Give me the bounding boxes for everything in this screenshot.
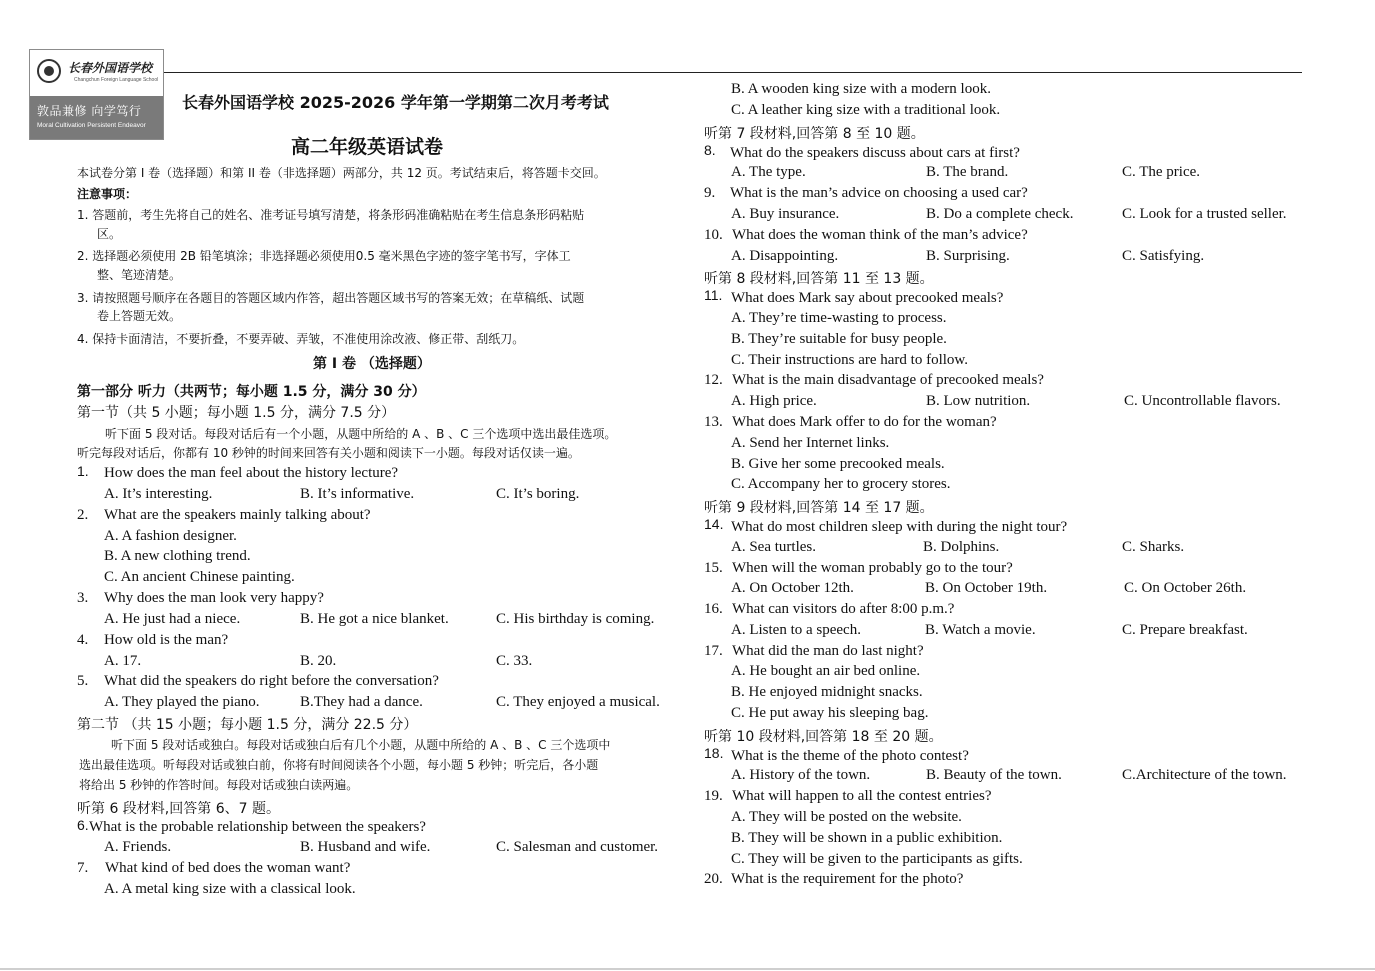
option-b: B. On October 19th. — [925, 580, 1048, 596]
option-c: C. Satisfying. — [1122, 248, 1205, 264]
option-a: A. They played the piano. — [104, 694, 260, 710]
question-number: 8. — [704, 142, 716, 158]
option-c: C. They enjoyed a musical. — [496, 694, 660, 710]
option-b: B. A wooden king size with a modern look. — [731, 81, 991, 97]
option-b: B. The brand. — [926, 164, 1009, 180]
question-number: 17. — [704, 643, 723, 659]
question-number: 4. — [77, 632, 89, 648]
question-number: 2. — [77, 507, 89, 523]
question-number: 18. — [704, 745, 724, 761]
notice-title: 注意事项： — [77, 187, 138, 201]
question-number: 7. — [77, 860, 89, 876]
question-18: What is the theme of the photo contest? — [731, 748, 969, 764]
question-number: 16. — [704, 601, 723, 617]
question-2: What are the speakers mainly talking about? — [104, 507, 371, 523]
option-b: B. They will be shown in a public exhibition. — [731, 830, 1003, 846]
option-a: A. History of the town. — [731, 767, 871, 783]
option-c: C. An ancient Chinese painting. — [104, 569, 295, 585]
notice-3b: 卷上答题无效。 — [97, 309, 182, 323]
option-a: A. On October 12th. — [731, 580, 854, 596]
question-number: 15. — [704, 560, 723, 576]
option-a: A. They will be posted on the website. — [731, 809, 962, 825]
option-b: B. Husband and wife. — [300, 839, 431, 855]
option-b: B. 20. — [300, 653, 337, 669]
question-15: When will the woman probably go to the tour? — [732, 560, 1013, 576]
logo-motto: 敦品兼修 向学笃行 — [37, 104, 142, 118]
question-3: Why does the man look very happy? — [104, 590, 324, 606]
part-1-heading: 第一部分 听力（共两节；每小题 1.5 分，满分 30 分） — [77, 384, 426, 400]
section-2-instruction-c: 将给出 5 秒钟的作答时间。每段对话或独白读两遍。 — [79, 778, 359, 792]
page-bottom-edge — [0, 968, 1375, 970]
option-b: B. Do a complete check. — [926, 206, 1074, 222]
notice-2b: 整、笔迹清楚。 — [97, 268, 182, 282]
section-2-instruction-b: 选出最佳选项。听每段对话或独白前，你将有时间阅读各个小题，每小题 5 秒钟；听完后，各小题 — [79, 758, 599, 772]
option-c: C. Look for a trusted seller. — [1122, 206, 1287, 222]
option-c: C. Uncontrollable flavors. — [1124, 393, 1281, 409]
option-a: A. Disappointing. — [731, 248, 839, 264]
option-b: B. They’re suitable for busy people. — [731, 331, 947, 347]
question-number: 12. — [704, 372, 723, 388]
option-c: C. The price. — [1122, 164, 1201, 180]
option-c: C. It’s boring. — [496, 486, 580, 502]
header-rule — [164, 72, 1302, 73]
option-b: B. Low nutrition. — [926, 393, 1031, 409]
exam-title: 长春外国语学校 2025-2026 学年第一学期第二次月考考试 — [182, 93, 609, 112]
school-logo — [29, 49, 164, 140]
question-16: What can visitors do after 8:00 p.m.? — [732, 601, 955, 617]
option-a: A. High price. — [731, 393, 817, 409]
logo-motto-en: Moral Cultivation Persistent Endeavor — [37, 122, 146, 129]
question-5: What did the speakers do right before the conversation? — [104, 673, 439, 689]
section-2-heading: 第二节 （共 15 小题；每小题 1.5 分，满分 22.5 分） — [77, 717, 418, 733]
option-b: B. He got a nice blanket. — [300, 611, 449, 627]
option-c: C. His birthday is coming. — [496, 611, 655, 627]
question-4: How old is the man? — [104, 632, 229, 648]
question-7: What kind of bed does the woman want? — [105, 860, 351, 876]
option-b: B. Dolphins. — [923, 539, 1000, 555]
question-12: What is the main disadvantage of precooked meals? — [732, 372, 1044, 388]
material-6-heading: 听第 6 段材料,回答第 6、7 题。 — [77, 801, 280, 817]
option-c: C. 33. — [496, 653, 533, 669]
option-b: B.They had a dance. — [300, 694, 423, 710]
option-c: C. Salesman and customer. — [496, 839, 659, 855]
option-b: B. Beauty of the town. — [926, 767, 1062, 783]
option-c: C. On October 26th. — [1124, 580, 1247, 596]
option-a: A. He just had a niece. — [104, 611, 241, 627]
question-20: What is the requirement for the photo? — [731, 871, 964, 887]
option-a: A. He bought an air bed online. — [731, 663, 921, 679]
notice-4: 4. 保持卡面清洁，不要折叠，不要弄破、弄皱，不准使用涂改液、修正带、刮纸刀。 — [77, 332, 525, 346]
option-b: B. Give her some precooked meals. — [731, 456, 945, 472]
question-1: How does the man feel about the history lecture? — [104, 465, 399, 481]
section-1-heading: 第一节（共 5 小题；每小题 1.5 分，满分 7.5 分） — [77, 405, 396, 421]
question-number: 11. — [704, 287, 723, 303]
option-a: A. Listen to a speech. — [731, 622, 861, 638]
option-a: A. Sea turtles. — [731, 539, 816, 555]
option-a: A. Buy insurance. — [731, 206, 840, 222]
option-c: C. A leather king size with a traditional look. — [731, 102, 1001, 118]
material-10-heading: 听第 10 段材料,回答第 18 至 20 题。 — [704, 729, 943, 745]
option-c: C. Accompany her to grocery stores. — [731, 476, 951, 492]
section-1-instruction-a: 听下面 5 段对话。每段对话后有一个小题，从题中所给的 A 、B 、C 三个选项中选出最佳选项。 — [105, 427, 617, 441]
option-c: C. Sharks. — [1122, 539, 1185, 555]
question-number: 13. — [704, 414, 723, 430]
section-1-instruction-b: 听完每段对话后，你都有 10 秒钟的时间来回答有关小题和阅读下一小题。每段对话仅读一遍。 — [77, 446, 580, 460]
notice-2a: 2. 选择题必须使用 2B 铅笔填涂；非选择题必须使用0.5 毫米黑色字迹的签字笔书写，字体工 — [77, 249, 571, 263]
question-9: What is the man’s advice on choosing a used car? — [730, 185, 1028, 201]
question-number: 10. — [704, 227, 723, 243]
notice-3a: 3. 请按照题号顺序在各题目的答题区域内作答，超出答题区域书写的答案无效；在草稿纸、试题 — [77, 291, 585, 305]
logo-school-name-en: Changchun Foreign Language School — [74, 77, 159, 83]
material-8-heading: 听第 8 段材料,回答第 11 至 13 题。 — [704, 271, 934, 287]
option-c: C.Architecture of the town. — [1122, 767, 1287, 783]
question-number: 14. — [704, 516, 724, 532]
option-a: A. 17. — [104, 653, 142, 669]
option-c: C. Their instructions are hard to follow. — [731, 352, 969, 368]
material-7-heading: 听第 7 段材料,回答第 8 至 10 题。 — [704, 126, 925, 142]
option-b: B. It’s informative. — [300, 486, 415, 502]
option-a: A. A metal king size with a classical look. — [104, 881, 356, 897]
material-9-heading: 听第 9 段材料,回答第 14 至 17 题。 — [704, 500, 934, 516]
notice-1a: 1. 答题前，考生先将自己的姓名、准考证号填写清楚，将条形码准确粘贴在考生信息条形码粘贴 — [77, 208, 585, 222]
question-number: 6. — [77, 817, 89, 833]
logo-school-name: 长春外国语学校 — [68, 61, 153, 75]
intro-line: 本试卷分第 I 卷（选择题）和第 II 卷（非选择题）两部分，共 12 页。考试结束后，将答题卡交回。 — [77, 166, 606, 180]
question-17: What did the man do last night? — [732, 643, 924, 659]
question-number: 5. — [77, 673, 89, 689]
option-b: B. Surprising. — [926, 248, 1010, 264]
option-a: A. A fashion designer. — [104, 528, 237, 544]
question-13: What does Mark offer to do for the woman? — [732, 414, 997, 430]
logo-top — [30, 50, 163, 98]
logo-motto-band — [30, 96, 163, 139]
question-6: What is the probable relationship between the speakers? — [89, 819, 426, 835]
school-seal-icon — [37, 59, 61, 83]
question-11: What does Mark say about precooked meals? — [731, 290, 1004, 306]
volume-1-heading: 第 I 卷 （选择题） — [313, 356, 431, 372]
option-b: B. Watch a movie. — [925, 622, 1036, 638]
question-10: What does the woman think of the man’s advice? — [732, 227, 1028, 243]
question-number: 9. — [704, 185, 716, 201]
question-19: What will happen to all the contest entries? — [732, 788, 992, 804]
option-b: B. A new clothing trend. — [104, 548, 251, 564]
exam-subtitle: 高二年级英语试卷 — [291, 136, 444, 158]
option-c: C. They will be given to the participants as gifts. — [731, 851, 1023, 867]
option-a: A. They’re time-wasting to process. — [731, 310, 947, 326]
question-8: What do the speakers discuss about cars at first? — [730, 145, 1020, 161]
option-c: C. He put away his sleeping bag. — [731, 705, 929, 721]
option-b: B. He enjoyed midnight snacks. — [731, 684, 923, 700]
notice-1b: 区。 — [97, 227, 122, 241]
option-a: A. It’s interesting. — [104, 486, 213, 502]
option-a: A. The type. — [731, 164, 806, 180]
section-2-instruction-a: 听下面 5 段对话或独白。每段对话或独白后有几个小题，从题中所给的 A 、B 、C 三个选项中 — [111, 738, 611, 752]
option-a: A. Friends. — [104, 839, 172, 855]
option-c: C. Prepare breakfast. — [1122, 622, 1248, 638]
question-number: 1. — [77, 463, 89, 479]
question-number: 3. — [77, 590, 89, 606]
question-14: What do most children sleep with during the night tour? — [731, 519, 1068, 535]
question-number: 20. — [704, 871, 723, 887]
question-number: 19. — [704, 788, 723, 804]
option-a: A. Send her Internet links. — [731, 435, 890, 451]
